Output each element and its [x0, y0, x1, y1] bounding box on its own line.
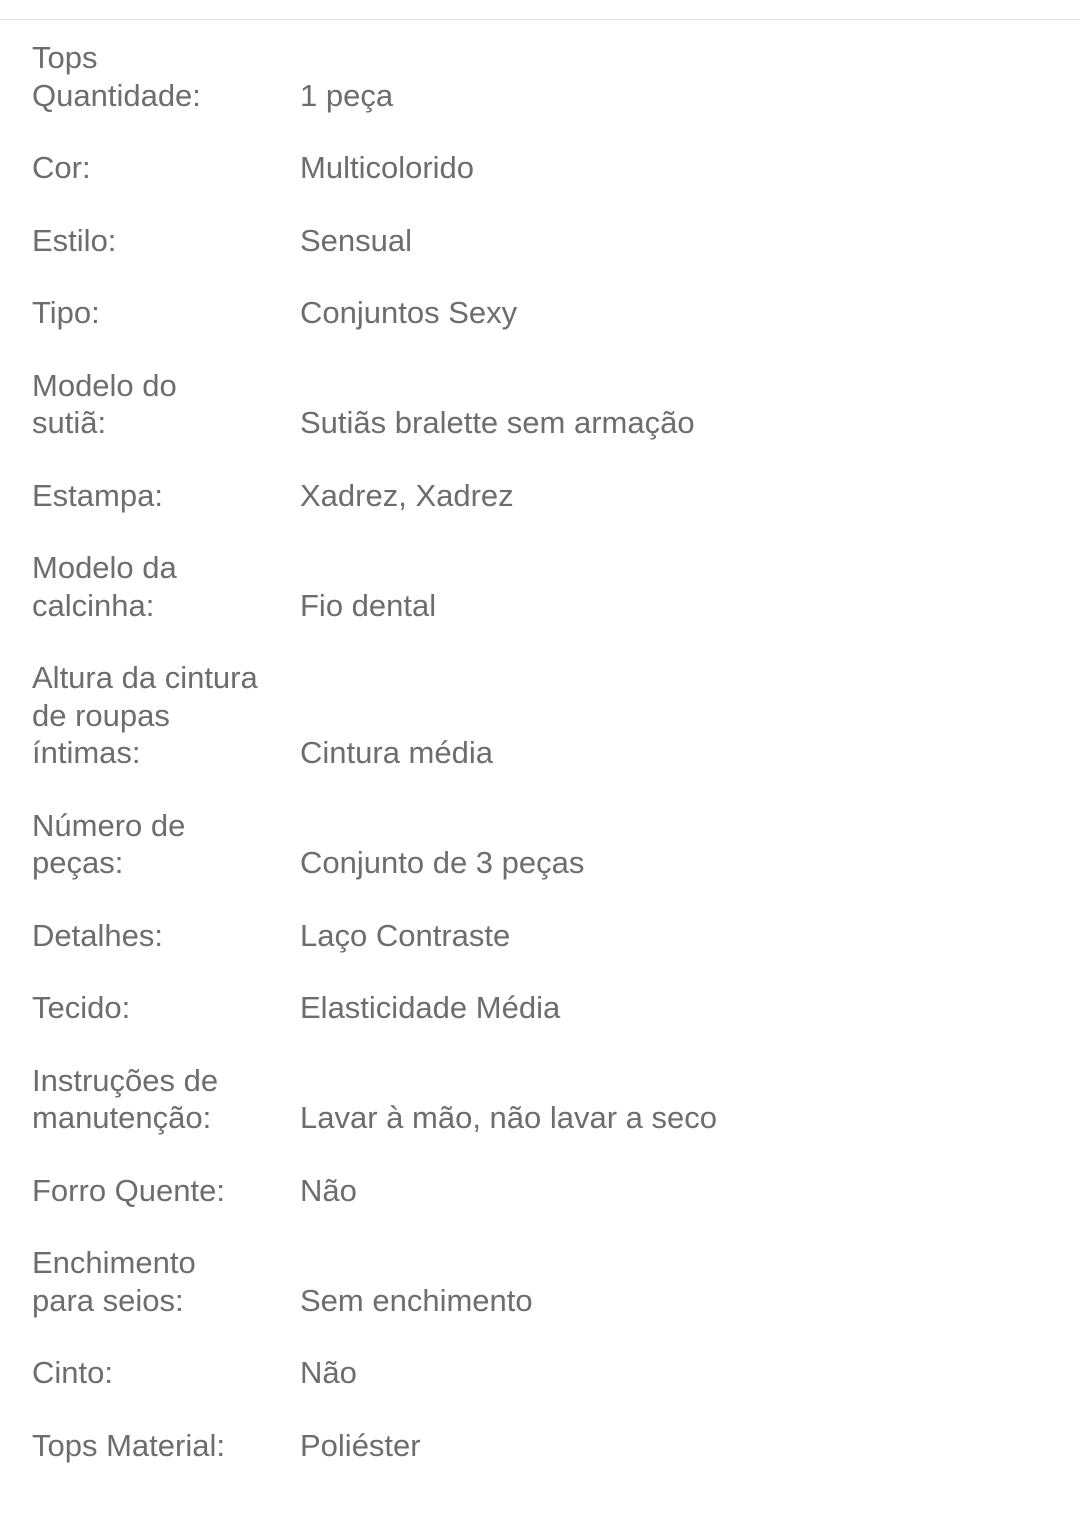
spec-value: Sem enchimento: [300, 1282, 533, 1318]
spec-label: Modelo do sutiã:: [32, 367, 177, 440]
spec-label: Forro Quente:: [32, 1172, 225, 1208]
spec-value: Não: [300, 1355, 357, 1390]
spec-label: Tops Material:: [32, 1427, 225, 1463]
spec-value: Conjuntos Sexy: [300, 295, 518, 330]
spec-row-modelo-sutia: [32, 367, 1048, 442]
spec-row-numero-pecas: [32, 807, 1048, 882]
spec-label: Número de peças:: [32, 807, 186, 880]
spec-value: Multicolorido: [300, 150, 475, 185]
spec-label: Estilo:: [32, 222, 117, 258]
spec-label: Cinto:: [32, 1355, 113, 1390]
spec-row-modelo-calcinha: [32, 549, 1048, 624]
spec-row-tops-material: [32, 1427, 1048, 1465]
spec-row-cinto: [32, 1354, 1048, 1392]
spec-row-enchimento-seios: [32, 1244, 1048, 1319]
spec-value: Sensual: [300, 222, 413, 258]
spec-value: Conjunto de 3 peças: [300, 845, 585, 880]
spec-row-tecido: [32, 989, 1048, 1027]
spec-row-instrucoes-manutencao: [32, 1062, 1048, 1137]
spec-row-forro-quente: [32, 1172, 1048, 1210]
spec-value: Laço Contraste: [300, 917, 511, 953]
spec-label: Tecido:: [32, 990, 131, 1025]
spec-label: Altura da cintura de roupas íntimas:: [32, 660, 258, 770]
spec-row-tops-quantidade: [32, 39, 1048, 114]
spec-row-estilo: [32, 222, 1048, 260]
spec-value: Fio dental: [300, 587, 437, 623]
spec-row-tipo: [32, 294, 1048, 332]
top-divider: [0, 19, 1080, 20]
spec-label: Estampa:: [32, 477, 163, 513]
spec-value: Cintura média: [300, 735, 493, 770]
spec-row-detalhes: [32, 917, 1048, 955]
product-specs-list: [32, 39, 1048, 1499]
spec-value: 1 peça: [300, 77, 394, 113]
spec-value: Sutiãs bralette sem armação: [300, 405, 695, 440]
spec-row-cor: [32, 149, 1048, 187]
spec-label: Detalhes:: [32, 917, 163, 953]
spec-value: Elasticidade Média: [300, 990, 561, 1025]
spec-label: Modelo da calcinha:: [32, 550, 177, 623]
spec-label: Tipo:: [32, 295, 100, 330]
spec-value: Xadrez, Xadrez: [300, 477, 514, 513]
spec-label: Instruções de manutenção:: [32, 1062, 219, 1135]
spec-value: Poliéster: [300, 1427, 421, 1463]
spec-value: Lavar à mão, não lavar a seco: [300, 1100, 718, 1135]
spec-label: Cor:: [32, 150, 91, 185]
spec-row-altura-cintura: [32, 659, 1048, 772]
spec-label: Tops Quantidade:: [32, 40, 201, 113]
spec-row-estampa: [32, 477, 1048, 515]
spec-label: Enchimento para seios:: [32, 1245, 196, 1318]
spec-value: Não: [300, 1172, 357, 1208]
